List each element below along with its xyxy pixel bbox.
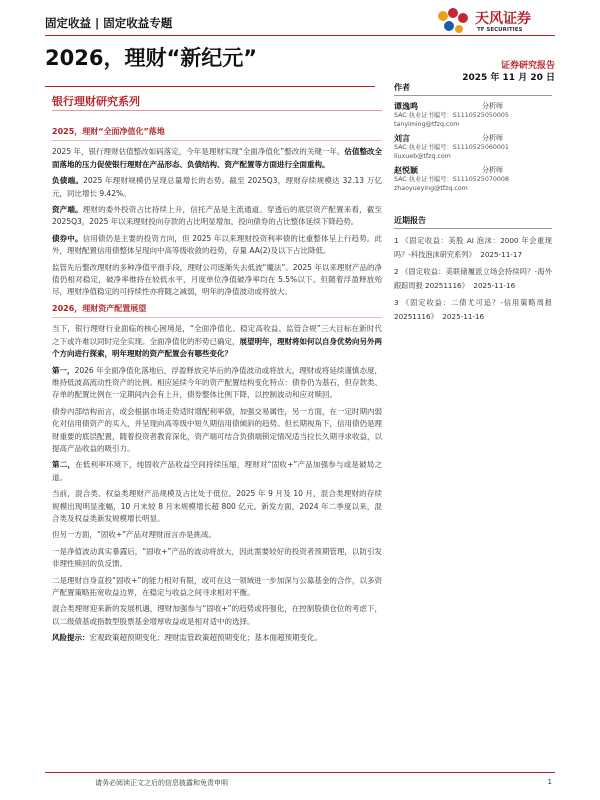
logo-en-text: TF SECURITIES <box>477 27 523 33</box>
report-date: 2025 年 11 月 20 日 <box>462 73 555 83</box>
author-email[interactable]: tanyiming@tfzq.com <box>394 120 460 128</box>
page-number: 1 <box>547 778 552 786</box>
paragraph: 一是净值波动真实暴露后，“固收+”产品的波动将放大，因此需要较好的投资者预期管理，以防引发非理性赎回的负反馈。 <box>52 546 382 569</box>
author-card <box>394 165 552 193</box>
paragraph: 当下，银行理财行业面临的核心困境是，“全面净值化、稳定高收益、监管合规”三大目标在新时代之下或许难以同时完全实现。全面净值化的形势已确定，展望明年，理财将如何以自身优势向另外两个方向进行探索，明年理财的资产配置会有哪些变化？ <box>52 324 382 359</box>
header-rule <box>45 35 555 36</box>
author-role: 分析师 <box>482 166 503 174</box>
paragraph: 负债端。2025 年理财规模仍呈现总量增长的态势。截至 2025Q3，理财存续规模达 32.13 万亿元，同比增长 9.42%。 <box>52 176 383 198</box>
report-type: 证券研究报告 <box>500 61 555 71</box>
paragraph: 二是理财自身直投“固收+”的能力相对有限，或可在这一领域进一步加深与公募基金的合作，以多资产配置策略拓宽收益边界，在稳定与收益之间寻求相对平衡。 <box>52 575 382 597</box>
section-heading-1: 2025，理财“全面净值化”落地 <box>52 127 165 136</box>
author-sac: SAC 执业证书编号：S1110525070008 <box>394 176 509 183</box>
paragraph: 混合类理财迎来新的发展机遇，理财加强参与“固收+”的趋势或将强化，在控制股债仓位的考虑下，以二级债基或指数型股票基金增厚收益或是相对适中的选择。 <box>52 604 382 626</box>
paragraph: 但另一方面，“固收+”产品对理财而言亦是挑战。 <box>52 530 217 540</box>
report-date: 2025-11-16 <box>442 312 485 321</box>
author-sac: SAC 执业证书编号：S1110525060001 <box>394 144 509 151</box>
author-email[interactable]: zhaoyueying@tfzq.com <box>394 184 468 192</box>
report-title: 2026，理财“新纪元” <box>45 46 258 70</box>
report-category: 固定收益 | 固定收益专题 <box>45 16 173 30</box>
author-role: 分析师 <box>482 134 503 142</box>
top-bar <box>45 10 555 34</box>
company-logo <box>435 6 555 38</box>
author-name: 刘言 <box>394 134 410 143</box>
risk-warning: 风险提示：宏观政策超预期变化；理财监管政策超预期变化；基本面超预期变化。 <box>52 633 322 643</box>
author-card <box>394 133 552 161</box>
authors-heading: 作者 <box>394 82 552 96</box>
paragraph: 债券中。信用债仍是主要的投资方向，但 2025 年以来理财投资利率债的比重整体呈上行趋势。此外，理财配置信用债整体呈现向中高等级收敛的趋势，存量 AA(2)及以下占比降低。 <box>52 233 383 256</box>
report-date: 2025-11-16 <box>473 281 516 290</box>
footer-disclaimer: 请务必阅读正文之后的信息披露和免责申明 <box>95 779 228 787</box>
report-link[interactable]: 3 《固定收益：二债尤可追？-信用策略周报 20251116》 2025-11-16 <box>394 298 552 321</box>
author-name: 赵悦颖 <box>394 166 418 175</box>
paragraph: 第二，在低利率环境下，纯固收产品收益空间持续压缩，理财对“固收+”产品加强参与或是破局之道。 <box>52 460 382 482</box>
section-heading-2: 2026，理财资产配置展望 <box>52 303 147 313</box>
series-rule <box>52 110 382 111</box>
author-email[interactable]: liuxueb@tfzq.com <box>394 152 451 160</box>
author-role: 分析师 <box>482 102 503 110</box>
recent-reports <box>394 215 552 324</box>
footer-rule <box>45 772 555 773</box>
author-card <box>394 101 552 129</box>
reports-heading: 近期报告 <box>394 215 552 229</box>
main-content <box>52 122 382 649</box>
paragraph: 当前，混合类、权益类理财产品规模及占比处于低位。2025 年 9 月及 10 月，混合类理财的存续规模出现明显涨幅，10 月末较 8 月末规模增长超 800 亿元。新发方面，2024 年二季度以来，混合类及权益类新发规模增长明显。 <box>52 489 382 523</box>
report-date: 2025-11-17 <box>480 250 523 259</box>
sidebar <box>394 82 552 327</box>
logo-mark-icon <box>435 6 475 36</box>
series-title: 银行理财研究系列 <box>52 95 140 108</box>
title-rule <box>45 86 375 87</box>
section-rule-1 <box>52 140 382 141</box>
logo-cn-text: 天风证券 <box>475 11 531 27</box>
section-rule-2 <box>52 317 382 318</box>
paragraph: 资产端。理财的委外投资占比持续上升，信托产品是主流通道。穿透后的底层资产配置来看，截至 2025Q3，2025 年以来理财投向存款的占比明显增加，投向债券的占比整体延续下降趋势。 <box>52 205 383 227</box>
author-name: 谭逸鸣 <box>394 102 418 111</box>
paragraph: 监管先后整改理财的多种净值平滑手段，理财公司逐渐失去低波“魔法”。2025 年以来理财产品的净值仍相对稳定，破净率维持在较低水平，月度单位净值破净率均在 5.5%以下。但随着浮盈释放殆尽，理财净值稳定的可持续性亦将随之减弱，明年的净值波动或将放大。 <box>52 262 382 297</box>
paragraph: 债券内部结构而言，或会根据市场走势适时增配利率债，加强交易属性，另一方面，在一定时期内弱化对信用债资产的买入，并呈现向高等级中短久期信用债倾斜的趋势。但长期视角下，信用债仍是理财重要的底层配置，随着投资者教育深化，资产端可结合负债端锁定情况适当拉长久期寻求收益，以提高产品收益的吸引力。 <box>52 406 382 453</box>
report-link[interactable]: 1 《固定收益：美股 AI 泡沫：2000 年会重现吗？-科技泡沫研究系列》 2025-11-17 <box>394 236 552 259</box>
report-link[interactable]: 2 《固定收益：美联储履派立场会持续吗？-海外跟踪周报 20251116》 2025-11-16 <box>394 267 552 290</box>
paragraph: 2025 年，银行理财估值整改如码落定，今年是理财实现“全面净值化”整改的关键一年。估值整改全面落地的压力促使银行理财在产品形态、负债结构、资产配置等方面进行全面重构。 <box>52 147 382 169</box>
author-sac: SAC 执业证书编号：S1110525050005 <box>394 112 509 119</box>
paragraph: 第一，2026 年全面净值化落地后，浮盈释放完毕后的净值波动或将放大，理财或将延续谨慎态度，维持低波高流动性资产的比例。相应延续今年的资产配置结构变化特点：债券仍为基石，但存款类、存单的配置比例在一定期间内会有上升，债券整体比例下降，以控制波动和应对赎回。 <box>52 365 383 400</box>
